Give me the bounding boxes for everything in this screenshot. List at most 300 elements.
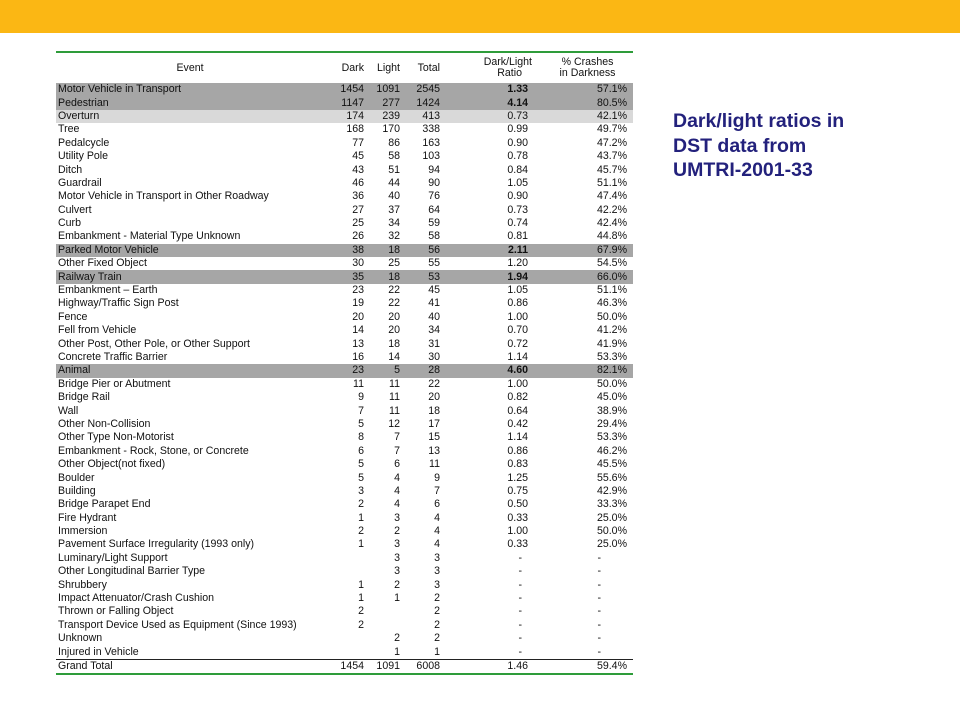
cell-total: 2 bbox=[434, 592, 440, 605]
cell-light: 7 bbox=[394, 431, 400, 444]
cell-light: 170 bbox=[382, 123, 400, 136]
cell-pct-darkness: 41.9% bbox=[596, 337, 627, 350]
cell-pct-darkness: 59.4% bbox=[542, 659, 633, 673]
table-row bbox=[56, 284, 633, 297]
cell-total: 103 bbox=[422, 150, 440, 163]
cell-light: 86 bbox=[388, 136, 400, 149]
cell-dark: 5 bbox=[358, 471, 364, 484]
cell-dark: 2 bbox=[358, 605, 364, 618]
cell-total: 20 bbox=[428, 391, 440, 404]
cell-event: Other Post, Other Pole, or Other Support bbox=[58, 337, 250, 350]
cell-light: 22 bbox=[388, 297, 400, 310]
cell-light: 18 bbox=[366, 244, 402, 257]
cell-dark: 3 bbox=[358, 484, 364, 497]
cell-light: 37 bbox=[388, 203, 400, 216]
table-row bbox=[56, 257, 633, 270]
cell-event: Concrete Traffic Barrier bbox=[58, 351, 168, 363]
table-row bbox=[56, 364, 633, 377]
cell-pct-darkness: - bbox=[597, 632, 601, 645]
cell-total: 338 bbox=[422, 123, 440, 136]
cell-ratio: 0.73 bbox=[507, 203, 528, 216]
cell-event: Injured in Vehicle bbox=[58, 645, 139, 658]
cell-pct-darkness: 44.8% bbox=[596, 230, 627, 243]
cell-pct-darkness: - bbox=[597, 645, 601, 658]
cell-ratio: 1.00 bbox=[507, 310, 528, 323]
cell-pct-darkness: 25.0% bbox=[596, 538, 627, 551]
cell-ratio: - bbox=[518, 618, 522, 631]
cell-pct-darkness: 82.1% bbox=[542, 364, 633, 377]
table-row bbox=[56, 404, 633, 417]
cell-event: Unknown bbox=[58, 632, 103, 645]
cell-light: 20 bbox=[388, 310, 400, 323]
cell-dark: 1454 bbox=[324, 83, 366, 96]
cell-light: 58 bbox=[388, 150, 400, 163]
cell-pct-darkness: 67.9% bbox=[542, 244, 633, 257]
cell-total: 64 bbox=[428, 203, 440, 216]
cell-event: Curb bbox=[58, 217, 81, 230]
header-total: Total bbox=[417, 61, 440, 74]
table-row bbox=[56, 351, 633, 364]
table-row bbox=[56, 270, 633, 283]
cell-ratio: - bbox=[518, 592, 522, 605]
cell-ratio: 0.78 bbox=[507, 150, 528, 163]
cell-total: 22 bbox=[428, 377, 440, 390]
cell-dark: 38 bbox=[324, 244, 366, 257]
table-row bbox=[56, 645, 633, 659]
cell-ratio: 1.46 bbox=[442, 659, 542, 673]
cell-light: 3 bbox=[394, 511, 400, 524]
cell-event: Luminary/Light Support bbox=[58, 551, 168, 564]
cell-light: 25 bbox=[388, 257, 400, 270]
cell-dark bbox=[324, 552, 366, 565]
cell-dark: 36 bbox=[352, 190, 364, 203]
cell-ratio: - bbox=[518, 578, 522, 591]
cell-pct-darkness: 42.2% bbox=[596, 203, 627, 216]
cell-light: 3 bbox=[394, 551, 400, 564]
cell-event: Impact Attenuator/Crash Cushion bbox=[58, 592, 215, 605]
table-row bbox=[56, 445, 633, 458]
table-row bbox=[56, 592, 633, 605]
cell-pct-darkness: 42.9% bbox=[596, 484, 627, 497]
cell-ratio: 0.70 bbox=[507, 324, 528, 337]
cell-total: 6 bbox=[434, 498, 440, 511]
cell-light: 22 bbox=[388, 284, 400, 297]
cell-pct-darkness: 50.0% bbox=[596, 377, 627, 390]
cell-pct-darkness: - bbox=[597, 618, 601, 631]
cell-event: Tree bbox=[58, 123, 80, 136]
cell-dark: 168 bbox=[346, 123, 364, 136]
cell-dark: 11 bbox=[353, 377, 364, 390]
cell-pct-darkness: 42.4% bbox=[596, 217, 627, 230]
cell-event: Parked Motor Vehicle bbox=[56, 244, 324, 257]
cell-light: 32 bbox=[388, 230, 400, 243]
cell-ratio: 1.20 bbox=[507, 257, 528, 270]
cell-total: 53 bbox=[402, 270, 442, 283]
cell-dark: 46 bbox=[352, 176, 364, 189]
cell-dark: 27 bbox=[352, 203, 364, 216]
cell-dark: 174 bbox=[324, 110, 366, 123]
cell-pct-darkness: 38.9% bbox=[596, 404, 627, 417]
cell-dark: 1147 bbox=[324, 96, 366, 109]
cell-light bbox=[366, 605, 402, 618]
cell-total: 2545 bbox=[402, 83, 442, 96]
cell-dark: 5 bbox=[358, 458, 364, 471]
cell-total: 34 bbox=[428, 324, 440, 337]
cell-total: 11 bbox=[429, 458, 440, 471]
cell-light: 4 bbox=[394, 498, 400, 511]
cell-ratio: 0.50 bbox=[507, 498, 528, 511]
cell-ratio: 0.75 bbox=[507, 484, 528, 497]
cell-event: Other Longitudinal Barrier Type bbox=[58, 565, 206, 578]
cell-total: 17 bbox=[428, 417, 440, 430]
table-row bbox=[56, 217, 633, 230]
cell-ratio: 1.25 bbox=[507, 471, 528, 484]
cell-event: Wall bbox=[58, 404, 79, 417]
cell-total: 94 bbox=[428, 163, 440, 176]
cell-pct-darkness: 55.6% bbox=[596, 471, 627, 484]
header-dark: Dark bbox=[341, 61, 364, 74]
table-row bbox=[56, 297, 633, 310]
cell-event: Highway/Traffic Sign Post bbox=[58, 297, 179, 310]
cell-total: 3 bbox=[434, 565, 440, 578]
cell-light: 11 bbox=[389, 404, 400, 417]
cell-light: 2 bbox=[394, 525, 400, 538]
cell-light: 34 bbox=[388, 217, 400, 230]
cell-total: 1 bbox=[434, 645, 440, 658]
cell-event: Overturn bbox=[56, 110, 324, 123]
cell-total: 59 bbox=[428, 217, 440, 230]
cell-ratio: 0.99 bbox=[507, 123, 528, 136]
cell-total: 163 bbox=[422, 136, 440, 149]
cell-dark: 8 bbox=[358, 431, 364, 444]
table-row bbox=[56, 632, 633, 645]
cell-event: Fire Hydrant bbox=[58, 511, 117, 524]
cell-event: Shrubbery bbox=[58, 578, 107, 591]
cell-total: 4 bbox=[434, 511, 440, 524]
cell-light: 51 bbox=[388, 163, 400, 176]
table-row bbox=[56, 83, 633, 96]
cell-light: 3 bbox=[394, 565, 400, 578]
cell-light: 1 bbox=[394, 645, 400, 658]
cell-event: Ditch bbox=[58, 163, 83, 176]
header-event: Event bbox=[176, 61, 204, 74]
cell-light: 12 bbox=[388, 417, 400, 430]
crash-data-table bbox=[56, 51, 633, 675]
cell-dark: 2 bbox=[358, 525, 364, 538]
cell-pct-darkness: 43.7% bbox=[596, 150, 627, 163]
cell-pct-darkness: 42.1% bbox=[542, 110, 633, 123]
cell-dark: 30 bbox=[352, 257, 364, 270]
cell-ratio: 1.33 bbox=[442, 83, 542, 96]
header-ratio: Dark/Light Ratio bbox=[483, 56, 532, 79]
cell-event: Other Object(not fixed) bbox=[58, 458, 166, 471]
cell-dark: 23 bbox=[324, 364, 366, 377]
cell-pct-darkness: 45.0% bbox=[596, 391, 627, 404]
cell-event: Building bbox=[58, 484, 96, 497]
cell-pct-darkness: 51.1% bbox=[596, 284, 627, 297]
header-light: Light bbox=[377, 61, 400, 74]
cell-dark bbox=[324, 565, 366, 578]
cell-light: 11 bbox=[389, 391, 400, 404]
cell-event: Transport Device Used as Equipment (Since 1993) bbox=[58, 618, 297, 631]
cell-event: Grand Total bbox=[56, 659, 324, 673]
cell-total: 13 bbox=[428, 444, 440, 457]
cell-dark: 1 bbox=[358, 578, 364, 591]
cell-event: Other Type Non-Motorist bbox=[58, 431, 174, 444]
cell-light: 44 bbox=[388, 176, 400, 189]
cell-pct-darkness: 47.2% bbox=[596, 136, 627, 149]
table-row bbox=[56, 418, 633, 431]
cell-total: 90 bbox=[428, 176, 440, 189]
cell-ratio: 0.73 bbox=[442, 110, 542, 123]
cell-event: Bridge Rail bbox=[58, 391, 110, 404]
cell-dark: 5 bbox=[358, 417, 364, 430]
cell-dark: 23 bbox=[352, 284, 364, 297]
cell-ratio: 0.83 bbox=[507, 458, 528, 471]
cell-event: Pavement Surface Irregularity (1993 only) bbox=[58, 538, 255, 551]
cell-event: Embankment - Rock, Stone, or Concrete bbox=[58, 444, 249, 457]
cell-total: 3 bbox=[434, 578, 440, 591]
table-row bbox=[56, 512, 633, 525]
cell-ratio: 0.33 bbox=[507, 511, 528, 524]
table-row bbox=[56, 337, 633, 350]
cell-light bbox=[366, 619, 402, 632]
cell-light: 239 bbox=[366, 110, 402, 123]
table-row bbox=[56, 163, 633, 176]
cell-pct-darkness: 57.1% bbox=[542, 83, 633, 96]
cell-pct-darkness: - bbox=[597, 605, 601, 618]
table-row bbox=[56, 137, 633, 150]
cell-pct-darkness: 46.2% bbox=[596, 444, 627, 457]
table-row bbox=[56, 391, 633, 404]
cell-event: Embankment - Material Type Unknown bbox=[58, 230, 241, 243]
cell-dark: 1 bbox=[358, 511, 364, 524]
cell-ratio: 0.86 bbox=[507, 444, 528, 457]
cell-ratio: 4.14 bbox=[442, 96, 542, 109]
cell-total: 15 bbox=[428, 431, 440, 444]
cell-light: 3 bbox=[394, 538, 400, 551]
cell-total: 76 bbox=[428, 190, 440, 203]
cell-total: 7 bbox=[434, 484, 440, 497]
grand-total-row bbox=[56, 659, 633, 673]
cell-event: Immersion bbox=[58, 525, 108, 538]
cell-pct-darkness: - bbox=[597, 592, 601, 605]
cell-ratio: 1.00 bbox=[507, 525, 528, 538]
cell-total: 1424 bbox=[402, 96, 442, 109]
table-row bbox=[56, 244, 633, 257]
cell-total: 3 bbox=[434, 551, 440, 564]
cell-total: 58 bbox=[428, 230, 440, 243]
cell-pct-darkness: 66.0% bbox=[542, 270, 633, 283]
cell-pct-darkness: 47.4% bbox=[596, 190, 627, 203]
cell-event: Boulder bbox=[58, 471, 95, 484]
cell-light: 7 bbox=[394, 444, 400, 457]
cell-light: 11 bbox=[389, 377, 400, 390]
cell-ratio: 0.74 bbox=[507, 217, 528, 230]
cell-ratio: - bbox=[518, 551, 522, 564]
cell-ratio: 1.14 bbox=[507, 431, 528, 444]
cell-ratio: - bbox=[518, 645, 522, 658]
cell-event: Pedestrian bbox=[56, 96, 324, 109]
cell-total: 28 bbox=[402, 364, 442, 377]
cell-pct-darkness: 50.0% bbox=[596, 310, 627, 323]
table-row bbox=[56, 471, 633, 484]
table-row bbox=[56, 204, 633, 217]
cell-pct-darkness: 45.5% bbox=[596, 458, 627, 471]
cell-event: Embankment – Earth bbox=[58, 284, 158, 297]
cell-dark: 19 bbox=[352, 297, 364, 310]
table-row bbox=[56, 565, 633, 578]
cell-total: 45 bbox=[428, 284, 440, 297]
table-row bbox=[56, 324, 633, 337]
cell-dark: 2 bbox=[358, 618, 364, 631]
cell-dark: 13 bbox=[352, 337, 364, 350]
cell-light: 18 bbox=[388, 337, 400, 350]
caption-line-1: Dark/light ratios in bbox=[673, 110, 845, 132]
cell-light: 5 bbox=[366, 364, 402, 377]
cell-total: 56 bbox=[402, 244, 442, 257]
cell-pct-darkness: 46.3% bbox=[596, 297, 627, 310]
cell-pct-darkness: 49.7% bbox=[596, 123, 627, 136]
cell-dark: 1 bbox=[358, 538, 364, 551]
cell-light: 2 bbox=[394, 632, 400, 645]
cell-total: 31 bbox=[428, 337, 440, 350]
cell-ratio: 0.64 bbox=[507, 404, 528, 417]
table-header-row bbox=[56, 53, 633, 83]
cell-dark: 25 bbox=[352, 217, 364, 230]
cell-pct-darkness: 80.5% bbox=[542, 96, 633, 109]
table-row bbox=[56, 619, 633, 632]
cell-total: 40 bbox=[428, 310, 440, 323]
cell-pct-darkness: 33.3% bbox=[596, 498, 627, 511]
cell-light: 14 bbox=[388, 351, 400, 363]
cell-ratio: 0.81 bbox=[507, 230, 528, 243]
cell-light: 6 bbox=[394, 458, 400, 471]
table-row bbox=[56, 498, 633, 511]
cell-event: Other Non-Collision bbox=[58, 417, 151, 430]
cell-dark: 1 bbox=[358, 592, 364, 605]
cell-pct-darkness: 25.0% bbox=[596, 511, 627, 524]
caption-line-2: DST data from bbox=[673, 134, 807, 157]
cell-dark: 26 bbox=[352, 230, 364, 243]
cell-light: 2 bbox=[394, 578, 400, 591]
cell-light: 4 bbox=[394, 484, 400, 497]
table-bottom-rule bbox=[56, 673, 633, 675]
table-row bbox=[56, 150, 633, 163]
table-row bbox=[56, 230, 633, 243]
cell-event: Guardrail bbox=[58, 176, 102, 189]
cell-ratio: 0.86 bbox=[507, 297, 528, 310]
header-pct-darkness: % Crashes in Darkness bbox=[559, 56, 616, 79]
table-row bbox=[56, 177, 633, 190]
cell-event: Utility Pole bbox=[58, 150, 109, 163]
cell-dark: 2 bbox=[358, 498, 364, 511]
cell-light: 4 bbox=[394, 471, 400, 484]
table-body bbox=[56, 83, 633, 673]
cell-ratio: 0.42 bbox=[507, 417, 528, 430]
cell-dark: 20 bbox=[352, 310, 364, 323]
table-row bbox=[56, 311, 633, 324]
cell-pct-darkness: - bbox=[597, 565, 601, 578]
cell-light: 277 bbox=[366, 96, 402, 109]
cell-dark: 7 bbox=[358, 404, 364, 417]
cell-event: Pedalcycle bbox=[58, 136, 110, 149]
cell-event: Thrown or Falling Object bbox=[58, 605, 174, 618]
table-row bbox=[56, 110, 633, 123]
table-row bbox=[56, 96, 633, 109]
cell-ratio: 0.33 bbox=[507, 538, 528, 551]
cell-total: 2 bbox=[434, 632, 440, 645]
cell-dark: 35 bbox=[324, 270, 366, 283]
table-row bbox=[56, 431, 633, 444]
cell-light: 18 bbox=[366, 270, 402, 283]
table-row bbox=[56, 552, 633, 565]
cell-total: 41 bbox=[428, 297, 440, 310]
table-row bbox=[56, 578, 633, 591]
cell-event: Bridge Pier or Abutment bbox=[58, 377, 171, 390]
cell-ratio: 1.94 bbox=[442, 270, 542, 283]
cell-ratio: 0.72 bbox=[507, 337, 528, 350]
cell-event: Culvert bbox=[58, 203, 92, 216]
cell-dark bbox=[324, 632, 366, 645]
cell-total: 4 bbox=[434, 525, 440, 538]
cell-pct-darkness: 45.7% bbox=[596, 163, 627, 176]
cell-dark: 1454 bbox=[324, 659, 366, 673]
cell-total: 18 bbox=[428, 404, 440, 417]
cell-event: Fence bbox=[58, 310, 88, 323]
cell-total: 30 bbox=[428, 351, 440, 363]
cell-light: 1091 bbox=[366, 659, 402, 673]
cell-light: 40 bbox=[388, 190, 400, 203]
cell-total: 2 bbox=[434, 605, 440, 618]
cell-total: 2 bbox=[434, 618, 440, 631]
cell-ratio: 4.60 bbox=[442, 364, 542, 377]
cell-total: 413 bbox=[402, 110, 442, 123]
cell-ratio: - bbox=[518, 632, 522, 645]
cell-light: 1091 bbox=[366, 83, 402, 96]
cell-dark bbox=[324, 645, 366, 659]
cell-pct-darkness: - bbox=[597, 551, 601, 564]
cell-ratio: 0.90 bbox=[507, 136, 528, 149]
cell-pct-darkness: 50.0% bbox=[596, 525, 627, 538]
cell-ratio: 1.00 bbox=[507, 377, 528, 390]
cell-event: Railway Train bbox=[56, 270, 324, 283]
table-row bbox=[56, 458, 633, 471]
cell-ratio: 1.14 bbox=[507, 351, 528, 363]
cell-event: Animal bbox=[56, 364, 324, 377]
cell-ratio: 1.05 bbox=[507, 284, 528, 297]
cell-dark: 9 bbox=[358, 391, 364, 404]
table-row bbox=[56, 378, 633, 391]
table-row bbox=[56, 123, 633, 136]
cell-total: 9 bbox=[434, 471, 440, 484]
cell-pct-darkness: 29.4% bbox=[596, 417, 627, 430]
cell-light: 1 bbox=[394, 592, 400, 605]
table-row bbox=[56, 605, 633, 618]
cell-pct-darkness: 41.2% bbox=[596, 324, 627, 337]
cell-pct-darkness: 54.5% bbox=[596, 257, 627, 270]
cell-total: 4 bbox=[434, 538, 440, 551]
cell-ratio: 0.90 bbox=[507, 190, 528, 203]
cell-pct-darkness: - bbox=[597, 578, 601, 591]
cell-dark: 43 bbox=[352, 163, 364, 176]
cell-event: Motor Vehicle in Transport bbox=[56, 83, 324, 96]
table-row bbox=[56, 190, 633, 203]
cell-ratio: 2.11 bbox=[442, 244, 542, 257]
cell-event: Bridge Parapet End bbox=[58, 498, 151, 511]
slide-caption bbox=[673, 109, 933, 183]
cell-dark: 45 bbox=[352, 150, 364, 163]
